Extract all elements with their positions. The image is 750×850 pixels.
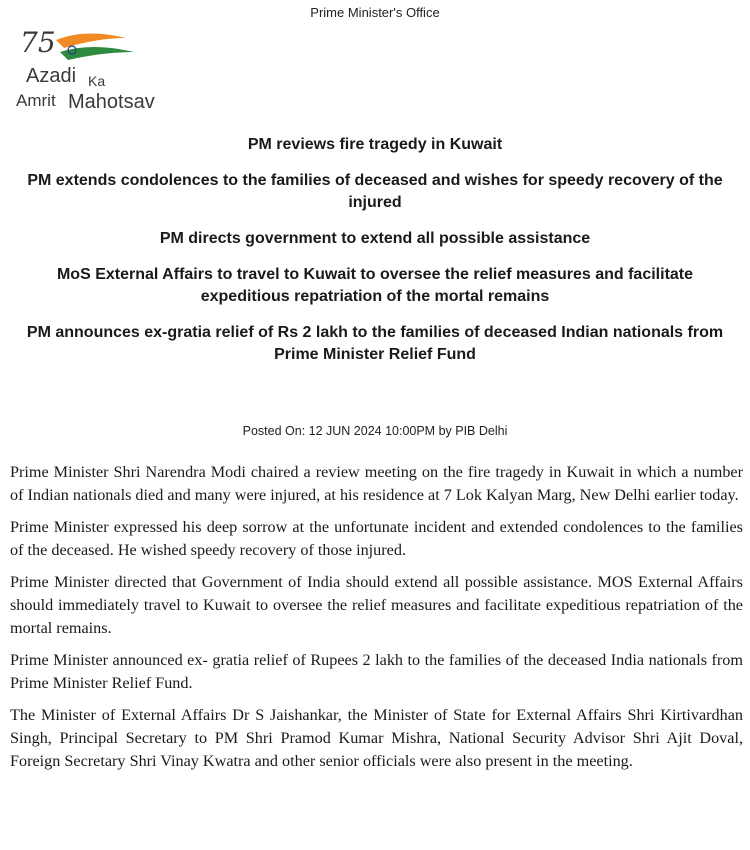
article-body (10, 461, 743, 782)
logo-graphic (16, 24, 176, 116)
azadi-ka-amrit-mahotsav-logo (16, 24, 176, 116)
paragraph-1: Prime Minister Shri Narendra Modi chaired a review meeting on the fire tragedy in Kuwait in which a number of Indian nationals died and many were injured, at his residence at 7 Lok Kalyan Marg, New Delhi earlier today. (10, 463, 743, 504)
headlines (12, 134, 738, 380)
posted-on: Posted On: 12 JUN 2024 10:00PM by PIB Delhi (242, 424, 508, 438)
headline-4: MoS External Affairs to travel to Kuwait to oversee the relief measures and facilitate expeditious repatriation of the mortal remains (56, 266, 694, 305)
headline-5: PM announces ex-gratia relief of Rs 2 lakh to the families of deceased Indian nationals from Prime Minister Relief Fund (26, 324, 724, 363)
logo-azadi: Azadi (26, 65, 77, 87)
logo-number: 75 (20, 26, 56, 59)
headline-1: PM reviews fire tragedy in Kuwait (247, 136, 503, 153)
headline-2: PM extends condolences to the families of deceased and wishes for speedy recovery of the injured (27, 172, 723, 211)
logo-mahotsav: Mahotsav (68, 91, 155, 113)
paragraph-4: Prime Minister announced ex- gratia relief of Rupees 2 lakh to the families of the deceased India nationals from Prime Minister Relief Fund. (10, 651, 743, 692)
office-name: Prime Minister's Office (310, 5, 440, 20)
paragraph-5: The Minister of External Affairs Dr S Jaishankar, the Minister of State for External Affairs Shri Kirtivardhan Singh, Principal Secretary to PM Shri Pramod Kumar Mishra, National Security Advisor Shri Ajit Doval, Foreign Secretary Shri Vinay Kwatra and other senior officials were also present in the meeting. (10, 706, 743, 770)
paragraph-2: Prime Minister expressed his deep sorrow at the unfortunate incident and extended condolences to the families of the deceased. He wished speedy recovery of those injured. (10, 518, 743, 559)
headline-3: PM directs government to extend all possible assistance (159, 230, 591, 247)
logo-amrit: Amrit (16, 91, 56, 110)
flag-saffron-stripe (56, 33, 126, 48)
logo-ka: Ka (88, 73, 106, 89)
paragraph-3: Prime Minister directed that Government of India should extend all possible assistance. MOS External Affairs should immediately travel to Kuwait to oversee the relief measures and facilitate expeditious repatriation of the mortal remains. (10, 573, 743, 637)
